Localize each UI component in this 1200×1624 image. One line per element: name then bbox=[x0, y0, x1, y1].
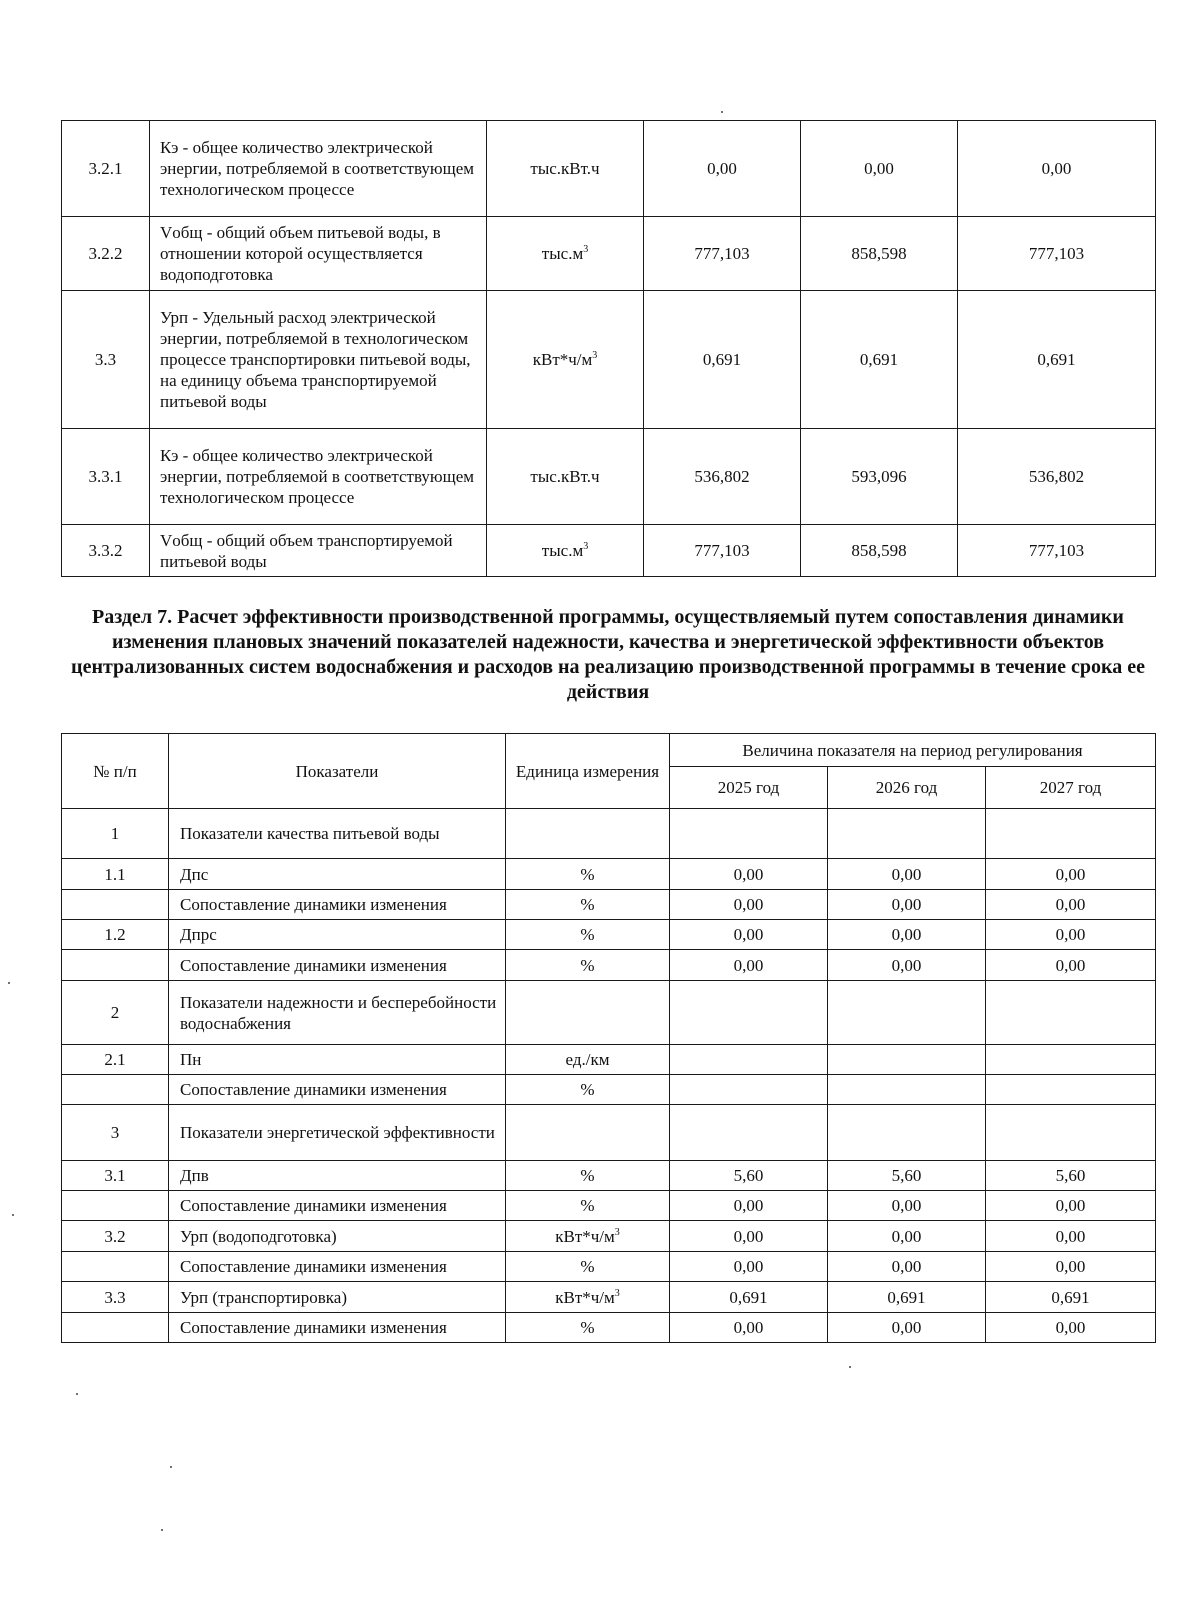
unit-cell bbox=[506, 890, 670, 920]
indicator-description: Урп - Удельный расход электрической энергии, потребляемой в технологическом процессе транспортировки питьевой воды, на единицу объема транспортируемой питьевой воды bbox=[150, 291, 487, 429]
row-number bbox=[62, 1252, 169, 1282]
row-number: 2.1 bbox=[62, 1045, 169, 1075]
value-2025: 0,00 bbox=[670, 1221, 828, 1252]
value-2026 bbox=[828, 1075, 986, 1105]
unit-cell bbox=[506, 809, 670, 859]
table-row bbox=[62, 217, 1156, 291]
indicator-name: Сопоставление динамики изменения bbox=[169, 1313, 506, 1343]
value-2027 bbox=[986, 1075, 1156, 1105]
value-2025: 5,60 bbox=[670, 1161, 828, 1191]
unit-cell bbox=[487, 217, 644, 291]
value-2027: 0,00 bbox=[986, 950, 1156, 981]
value-cell: 536,802 bbox=[644, 429, 801, 525]
indicator-name: Дпс bbox=[169, 859, 506, 890]
unit-cell bbox=[506, 981, 670, 1045]
header-unit: Единица измерения bbox=[506, 734, 670, 809]
indicator-name: Показатели качества питьевой воды bbox=[169, 809, 506, 859]
value-cell: 0,691 bbox=[644, 291, 801, 429]
indicator-name: Пн bbox=[169, 1045, 506, 1075]
unit-cell bbox=[506, 1221, 670, 1252]
unit-cell bbox=[506, 1282, 670, 1313]
table-row bbox=[62, 1161, 1156, 1191]
value-cell: 858,598 bbox=[801, 217, 958, 291]
table-header-row bbox=[62, 734, 1156, 767]
header-period: Величина показателя на период регулирования bbox=[670, 734, 1156, 767]
indicator-name: Дпрс bbox=[169, 920, 506, 950]
unit-text: тыс.кВт.ч bbox=[530, 467, 600, 486]
scan-speck bbox=[8, 982, 10, 984]
table-row bbox=[62, 1075, 1156, 1105]
value-2026: 0,00 bbox=[828, 890, 986, 920]
table-row bbox=[62, 121, 1156, 217]
value-cell: 0,00 bbox=[958, 121, 1156, 217]
value-2025: 0,00 bbox=[670, 1191, 828, 1221]
indicator-description: Vобщ - общий объем транспортируемой питьевой воды bbox=[150, 525, 487, 577]
unit-cell bbox=[487, 429, 644, 525]
indicator-name: Урп (транспортировка) bbox=[169, 1282, 506, 1313]
indicator-description: Vобщ - общий объем питьевой воды, в отношении которой осуществляется водоподготовка bbox=[150, 217, 487, 291]
row-number: 1.1 bbox=[62, 859, 169, 890]
value-2027: 0,00 bbox=[986, 859, 1156, 890]
unit-text: % bbox=[580, 1318, 595, 1337]
indicator-name: Сопоставление динамики изменения bbox=[169, 950, 506, 981]
table-row bbox=[62, 525, 1156, 577]
value-2026: 0,00 bbox=[828, 1252, 986, 1282]
unit-cell bbox=[506, 1191, 670, 1221]
unit-exponent: 3 bbox=[592, 350, 598, 361]
value-2026: 5,60 bbox=[828, 1161, 986, 1191]
value-2026: 0,00 bbox=[828, 1221, 986, 1252]
value-2027 bbox=[986, 981, 1156, 1045]
value-2026: 0,00 bbox=[828, 1313, 986, 1343]
row-number: 1.2 bbox=[62, 920, 169, 950]
value-2026 bbox=[828, 1045, 986, 1075]
value-2025 bbox=[670, 809, 828, 859]
unit-text: ед./км bbox=[565, 1050, 610, 1069]
indicator-name: Сопоставление динамики изменения bbox=[169, 1075, 506, 1105]
unit-cell bbox=[506, 950, 670, 981]
value-2027: 5,60 bbox=[986, 1161, 1156, 1191]
table-row bbox=[62, 1313, 1156, 1343]
unit-cell bbox=[506, 1045, 670, 1075]
unit-exponent: 3 bbox=[583, 541, 589, 552]
value-cell: 777,103 bbox=[644, 217, 801, 291]
value-cell: 0,00 bbox=[644, 121, 801, 217]
indicator-name: Урп (водоподготовка) bbox=[169, 1221, 506, 1252]
row-number bbox=[62, 1075, 169, 1105]
scan-speck bbox=[76, 1393, 78, 1395]
row-number bbox=[62, 1313, 169, 1343]
efficiency-indicators-table bbox=[61, 733, 1156, 1343]
unit-text: тыс.кВт.ч bbox=[530, 159, 600, 178]
table-row bbox=[62, 809, 1156, 859]
header-year-2026: 2026 год bbox=[828, 767, 986, 809]
value-2025: 0,00 bbox=[670, 950, 828, 981]
row-number: 1 bbox=[62, 809, 169, 859]
scan-speck bbox=[849, 1366, 851, 1368]
value-cell: 593,096 bbox=[801, 429, 958, 525]
unit-text: кВт*ч/м bbox=[555, 1287, 615, 1307]
value-2027: 0,00 bbox=[986, 1252, 1156, 1282]
row-number: 3.3 bbox=[62, 291, 150, 429]
row-number: 3.2 bbox=[62, 1221, 169, 1252]
value-2025: 0,00 bbox=[670, 920, 828, 950]
unit-text: % bbox=[580, 1080, 595, 1099]
table-row bbox=[62, 920, 1156, 950]
value-2026 bbox=[828, 981, 986, 1045]
value-cell: 536,802 bbox=[958, 429, 1156, 525]
value-cell: 777,103 bbox=[644, 525, 801, 577]
table-row bbox=[62, 890, 1156, 920]
table-row bbox=[62, 291, 1156, 429]
row-number: 2 bbox=[62, 981, 169, 1045]
value-2026: 0,00 bbox=[828, 1191, 986, 1221]
unit-text: кВт*ч/м bbox=[555, 1226, 615, 1246]
indicator-name: Дпв bbox=[169, 1161, 506, 1191]
value-2026 bbox=[828, 1105, 986, 1161]
value-cell: 0,691 bbox=[958, 291, 1156, 429]
indicator-description: Кэ - общее количество электрической энергии, потребляемой в соответствующем технологическом процессе bbox=[150, 121, 487, 217]
row-number: 3.2.2 bbox=[62, 217, 150, 291]
value-2027: 0,00 bbox=[986, 1191, 1156, 1221]
value-cell: 777,103 bbox=[958, 217, 1156, 291]
indicator-name: Сопоставление динамики изменения bbox=[169, 1252, 506, 1282]
unit-cell bbox=[506, 1105, 670, 1161]
table-row bbox=[62, 1045, 1156, 1075]
value-2025: 0,00 bbox=[670, 890, 828, 920]
table-row bbox=[62, 1191, 1156, 1221]
value-2027: 0,691 bbox=[986, 1282, 1156, 1313]
section-title: Раздел 7. Расчет эффективности производственной программы, осуществляемый путем сопоставления динамики изменения плановых значений показателей надежности, качества и энергетической эффективности объектов централизованных систем водоснабжения и расходов на реализацию производственной программы в течение срока ее действия bbox=[71, 606, 1145, 703]
indicator-name: Сопоставление динамики изменения bbox=[169, 1191, 506, 1221]
unit-text: % bbox=[580, 1257, 595, 1276]
unit-cell bbox=[506, 1313, 670, 1343]
unit-text: % bbox=[580, 925, 595, 944]
table-row bbox=[62, 1221, 1156, 1252]
value-2026: 0,00 bbox=[828, 950, 986, 981]
value-2027: 0,00 bbox=[986, 1313, 1156, 1343]
table-row bbox=[62, 1282, 1156, 1313]
unit-text: % bbox=[580, 955, 595, 975]
value-2025: 0,00 bbox=[670, 1313, 828, 1343]
unit-cell bbox=[506, 1252, 670, 1282]
table-row bbox=[62, 429, 1156, 525]
header-year-2025: 2025 год bbox=[670, 767, 828, 809]
indicator-name: Показатели энергетической эффективности bbox=[169, 1105, 506, 1161]
unit-cell bbox=[487, 121, 644, 217]
value-cell: 777,103 bbox=[958, 525, 1156, 577]
value-2026: 0,00 bbox=[828, 920, 986, 950]
value-2026: 0,00 bbox=[828, 859, 986, 890]
indicator-name: Сопоставление динамики изменения bbox=[169, 890, 506, 920]
unit-text: % bbox=[580, 864, 595, 884]
unit-cell bbox=[487, 291, 644, 429]
value-2025 bbox=[670, 1075, 828, 1105]
value-2025 bbox=[670, 1105, 828, 1161]
table-row bbox=[62, 1105, 1156, 1161]
indicator-name: Показатели надежности и бесперебойности водоснабжения bbox=[169, 981, 506, 1045]
unit-text: кВт*ч/м bbox=[532, 350, 593, 369]
value-2025: 0,00 bbox=[670, 1252, 828, 1282]
energy-indicators-table-continued bbox=[61, 120, 1156, 577]
row-number: 3 bbox=[62, 1105, 169, 1161]
value-cell: 0,691 bbox=[801, 291, 958, 429]
unit-text: тыс.м bbox=[541, 244, 584, 263]
unit-exponent: 3 bbox=[614, 1226, 620, 1238]
unit-exponent: 3 bbox=[614, 1287, 620, 1299]
row-number: 3.1 bbox=[62, 1161, 169, 1191]
indicator-description: Кэ - общее количество электрической энергии, потребляемой в соответствующем технологическом процессе bbox=[150, 429, 487, 525]
unit-text: % bbox=[580, 1166, 595, 1185]
value-2027: 0,00 bbox=[986, 1221, 1156, 1252]
value-2026: 0,691 bbox=[828, 1282, 986, 1313]
scan-speck bbox=[161, 1529, 163, 1531]
row-number bbox=[62, 890, 169, 920]
value-cell: 0,00 bbox=[801, 121, 958, 217]
header-number: № п/п bbox=[62, 734, 169, 809]
scan-speck bbox=[170, 1466, 172, 1468]
table-row bbox=[62, 1252, 1156, 1282]
row-number: 3.2.1 bbox=[62, 121, 150, 217]
table-row bbox=[62, 981, 1156, 1045]
table-row bbox=[62, 950, 1156, 981]
value-2025 bbox=[670, 981, 828, 1045]
unit-exponent: 3 bbox=[583, 244, 589, 255]
row-number bbox=[62, 1191, 169, 1221]
value-2026 bbox=[828, 809, 986, 859]
value-cell: 858,598 bbox=[801, 525, 958, 577]
value-2025 bbox=[670, 1045, 828, 1075]
table-row bbox=[62, 859, 1156, 890]
header-indicators: Показатели bbox=[169, 734, 506, 809]
value-2027: 0,00 bbox=[986, 920, 1156, 950]
scan-speck bbox=[12, 1214, 14, 1216]
unit-text: % bbox=[580, 895, 595, 914]
value-2027 bbox=[986, 809, 1156, 859]
row-number bbox=[62, 950, 169, 981]
value-2025: 0,00 bbox=[670, 859, 828, 890]
value-2025: 0,691 bbox=[670, 1282, 828, 1313]
unit-text: % bbox=[580, 1196, 595, 1215]
unit-text: тыс.м bbox=[541, 541, 584, 560]
header-year-2027: 2027 год bbox=[986, 767, 1156, 809]
unit-cell bbox=[506, 920, 670, 950]
scan-speck bbox=[721, 111, 723, 113]
row-number: 3.3 bbox=[62, 1282, 169, 1313]
row-number: 3.3.2 bbox=[62, 525, 150, 577]
unit-cell bbox=[506, 1075, 670, 1105]
value-2027 bbox=[986, 1045, 1156, 1075]
value-2027 bbox=[986, 1105, 1156, 1161]
row-number: 3.3.1 bbox=[62, 429, 150, 525]
unit-cell bbox=[506, 859, 670, 890]
unit-cell bbox=[487, 525, 644, 577]
value-2027: 0,00 bbox=[986, 890, 1156, 920]
unit-cell bbox=[506, 1161, 670, 1191]
